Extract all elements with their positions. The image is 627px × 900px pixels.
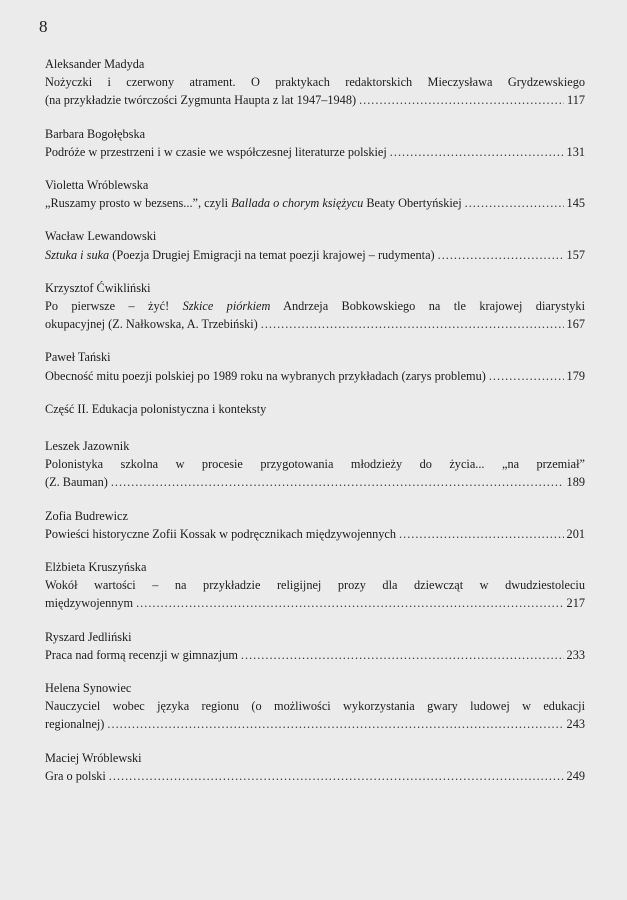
- entry-title-end: regionalnej): [45, 717, 105, 732]
- entry-title-post: (Poezja Drugiej Emigracji na temat poezji krajowej – rudymenta): [109, 247, 435, 262]
- entry-page: 117: [567, 93, 585, 108]
- entry-page: 233: [566, 647, 585, 662]
- entry-title: Powieści historyczne Zofii Kossak w podręcznikach międzywojennych: [45, 526, 397, 541]
- entry-author: Violetta Wróblewska: [45, 178, 149, 193]
- entry-last-line: [45, 367, 585, 385]
- entry-title: Polonistyka szkolna w procesie przygotowania młodzieży do życia... „na przemiał”: [45, 457, 585, 472]
- entry-page: 189: [566, 475, 585, 490]
- dot-leader: [399, 525, 564, 543]
- dot-leader: [390, 143, 564, 161]
- entry-title-end: okupacyjnej (Z. Nałkowska, A. Trzebiński): [45, 317, 258, 332]
- toc-entry: [45, 227, 585, 263]
- entry-last-line: [45, 525, 585, 543]
- dot-leader: [438, 246, 564, 264]
- toc-entry: [45, 348, 585, 384]
- toc-entry: [45, 507, 585, 543]
- entry-title: Nożyczki i czerwony atrament. O praktykach redaktorskich Mieczysława Grydzewskiego: [45, 75, 585, 90]
- entry-last-line: [45, 194, 585, 212]
- entry-title-pre: „Ruszamy prosto w bezsens...”, czyli: [45, 196, 232, 211]
- entry-author: Elżbieta Kruszyńska: [45, 560, 147, 575]
- toc-entry: [45, 176, 585, 212]
- entry-page: 157: [566, 247, 585, 262]
- entry-last-line: [45, 315, 585, 333]
- page-number: 8: [39, 17, 48, 36]
- entry-last-line: [45, 594, 585, 612]
- entry-page: 201: [566, 526, 585, 541]
- entry-title: Praca nad formą recenzji w gimnazjum: [45, 647, 238, 662]
- toc-entry: [45, 679, 585, 734]
- dot-leader: [465, 194, 564, 212]
- dot-leader: [111, 473, 564, 491]
- entry-title: [45, 297, 585, 315]
- entry-title: Obecność mitu poezji polskiej po 1989 roku na wybranych przykładach (zarys problemu): [45, 368, 486, 383]
- toc-entry: [45, 125, 585, 161]
- toc-entry: [45, 437, 585, 492]
- entry-author: Krzysztof Ćwikliński: [45, 280, 151, 295]
- entry-author: Paweł Tański: [45, 350, 111, 365]
- dot-leader: [107, 715, 563, 733]
- toc-entry: [45, 55, 585, 110]
- entry-last-line: [45, 91, 585, 109]
- entry-title: Gra o polski: [45, 768, 106, 783]
- dot-leader: [136, 594, 563, 612]
- dot-leader: [261, 315, 564, 333]
- entry-title: Nauczyciel wobec języka regionu (o możliwości wykorzystania gwary ludowej w edukacji: [45, 699, 585, 714]
- entry-last-line: [45, 715, 585, 733]
- entry-last-line: [45, 473, 585, 491]
- entry-page: 217: [566, 596, 585, 611]
- entry-title-italic: Szkice piórkiem: [182, 299, 271, 314]
- entry-title-end: (na przykładzie twórczości Zygmunta Haupta z lat 1947–1948): [45, 93, 357, 108]
- entry-title-post: Andrzeja Bobkowskiego na tle krajowej diarystyki: [270, 299, 585, 314]
- toc-entry: [45, 558, 585, 613]
- entry-last-line: [45, 767, 585, 785]
- entry-author: Zofia Budrewicz: [45, 508, 128, 523]
- entry-last-line: [45, 143, 585, 161]
- section-heading: Część II. Edukacja polonistyczna i konteksty: [45, 401, 267, 416]
- entry-title-pre: Po pierwsze – żyć!: [45, 299, 183, 314]
- table-of-contents: [45, 55, 585, 800]
- dot-leader: [489, 367, 564, 385]
- toc-entry: [45, 279, 585, 334]
- entry-author: Leszek Jazownik: [45, 439, 130, 454]
- entry-page: 243: [566, 717, 585, 732]
- dot-leader: [109, 767, 564, 785]
- toc-entry: [45, 749, 585, 785]
- entry-page: 145: [566, 196, 585, 211]
- entry-page: 249: [566, 768, 585, 783]
- entry-author: Maciej Wróblewski: [45, 750, 142, 765]
- entry-title-italic: Sztuka i suka: [45, 247, 110, 262]
- dot-leader: [359, 91, 564, 109]
- entry-title: Wokół wartości – na przykładzie religijnej prozy dla dziewcząt w dwudziestoleciu: [45, 578, 585, 593]
- entry-title-post: Beaty Obertyńskiej: [363, 196, 462, 211]
- entry-author: Barbara Bogołębska: [45, 126, 146, 141]
- entry-last-line: [45, 246, 585, 264]
- entry-title: [45, 246, 435, 264]
- entry-page: 179: [566, 368, 585, 383]
- entry-title: Podróże w przestrzeni i w czasie we współczesnej literaturze polskiej: [45, 144, 387, 159]
- toc-entry: [45, 628, 585, 664]
- entry-last-line: [45, 646, 585, 664]
- entry-title-italic: Ballada o chorym księżycu: [231, 196, 364, 211]
- entry-page: 167: [566, 317, 585, 332]
- entry-title-end: międzywojennym: [45, 596, 134, 611]
- entry-author: Wacław Lewandowski: [45, 229, 157, 244]
- entry-author: Ryszard Jedliński: [45, 629, 132, 644]
- entry-author: Aleksander Madyda: [45, 57, 145, 71]
- entry-page: 131: [566, 144, 585, 159]
- entry-title: [45, 194, 462, 212]
- entry-title-end: (Z. Bauman): [45, 475, 108, 490]
- entry-author: Helena Synowiec: [45, 681, 132, 696]
- dot-leader: [241, 646, 564, 664]
